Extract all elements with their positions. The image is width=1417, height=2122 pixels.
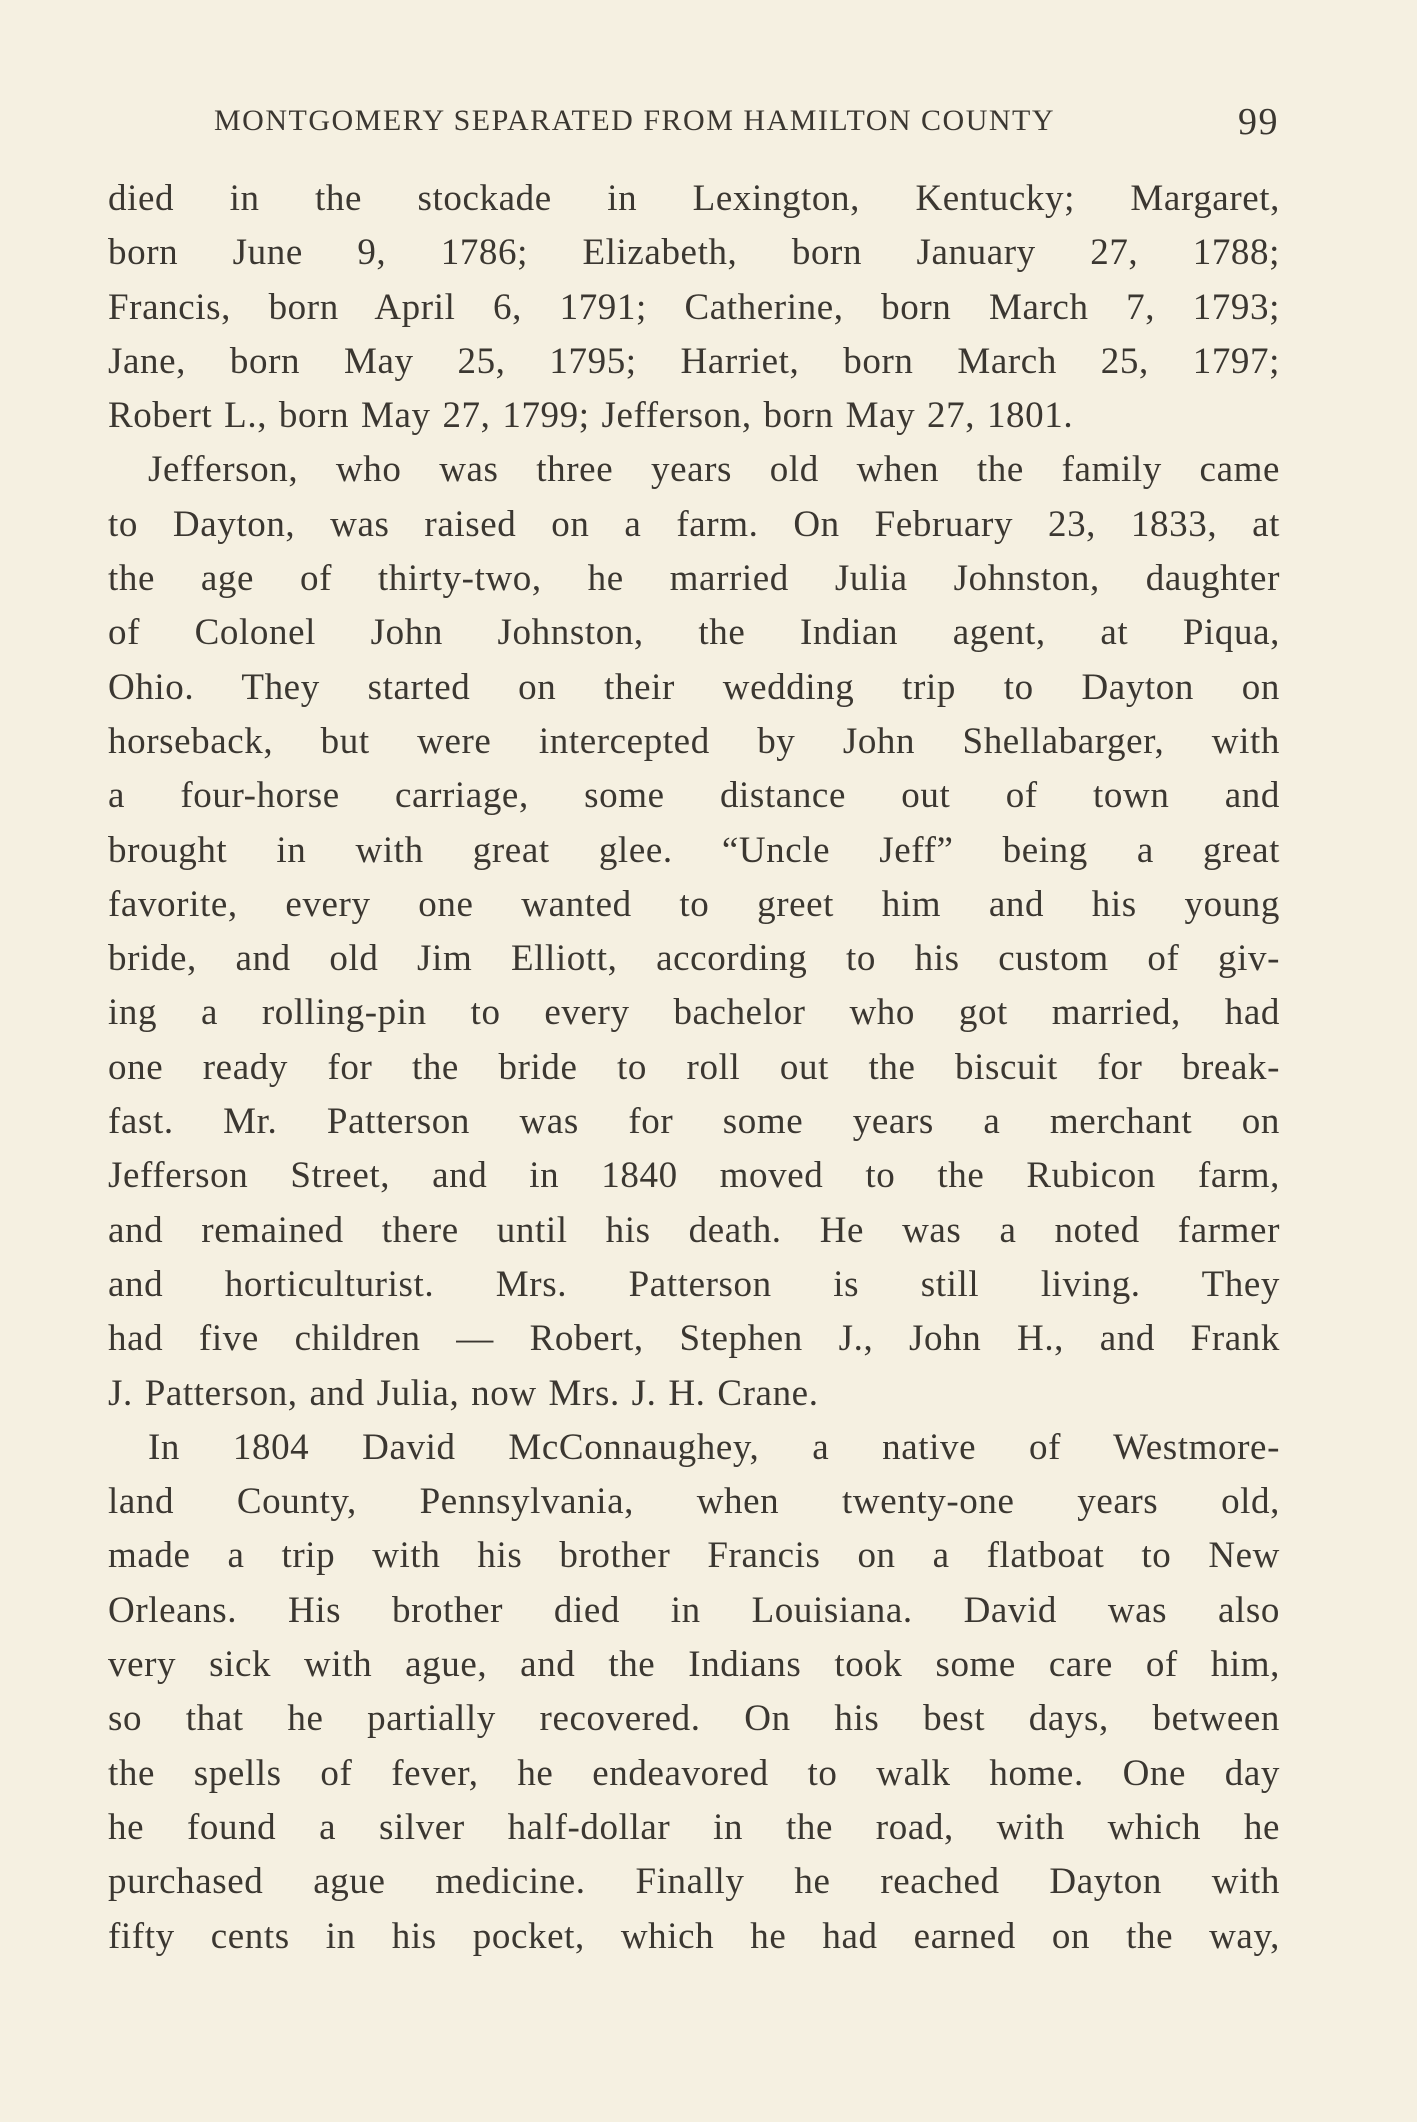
text-line: to Dayton, was raised on a farm. On February 23, 1833, at	[108, 503, 1280, 545]
paragraph	[108, 172, 1280, 443]
text-line: favorite, every one wanted to greet him and his young	[108, 883, 1280, 925]
text-line: born June 9, 1786; Elizabeth, born January 27, 1788;	[108, 232, 1280, 274]
text-line: died in the stockade in Lexington, Kentucky; Margaret,	[108, 178, 1280, 219]
text-line: J. Patterson, and Julia, now Mrs. J. H. Crane.	[108, 1372, 819, 1414]
running-header	[214, 101, 1279, 144]
text-line: Jefferson Street, and in 1840 moved to the Rubicon farm,	[108, 1155, 1280, 1197]
text-line: the spells of fever, he endeavored to walk home. One day	[108, 1752, 1280, 1794]
text-line: fast. Mr. Patterson was for some years a merchant on	[108, 1101, 1280, 1143]
text-line: so that he partially recovered. On his best days, between	[108, 1698, 1280, 1740]
text-line: horseback, but were intercepted by John Shellabarger, with	[108, 720, 1280, 762]
text-line: very sick with ague, and the Indians took some care of him,	[108, 1644, 1280, 1686]
paragraph	[108, 1421, 1280, 1964]
text-line: Robert L., born May 27, 1799; Jefferson, born May 27, 1801.	[108, 395, 1074, 437]
paragraph	[108, 443, 1280, 1420]
body-text	[108, 172, 1280, 1964]
text-line: Ohio. They started on their wedding trip to Dayton on	[108, 666, 1280, 708]
text-line: In 1804 David McConnaughey, a native of Westmore-	[148, 1426, 1280, 1468]
text-line: had five children — Robert, Stephen J., John H., and Frank	[108, 1318, 1280, 1360]
text-line: fifty cents in his pocket, which he had earned on the way,	[108, 1915, 1280, 1957]
text-line: of Colonel John Johnston, the Indian agent, at Piqua,	[108, 612, 1280, 654]
text-line: Francis, born April 6, 1791; Catherine, born March 7, 1793;	[108, 286, 1280, 328]
running-title: MONTGOMERY SEPARATED FROM HAMILTON COUNTY	[214, 104, 1056, 137]
text-line: the age of thirty-two, he married Julia Johnston, daughter	[108, 558, 1280, 600]
text-line: land County, Pennsylvania, when twenty-one years old,	[108, 1481, 1280, 1523]
text-line: one ready for the bride to roll out the biscuit for break-	[108, 1046, 1280, 1088]
page-number: 99	[1238, 101, 1279, 143]
text-line: a four-horse carriage, some distance out of town and	[108, 775, 1280, 817]
text-line: Jane, born May 25, 1795; Harriet, born March 25, 1797;	[108, 340, 1280, 382]
text-line: Jefferson, who was three years old when the family came	[148, 449, 1280, 491]
text-line: and remained there until his death. He was a noted farmer	[108, 1209, 1280, 1251]
text-line: ing a rolling-pin to every bachelor who got married, had	[108, 992, 1280, 1034]
text-line: purchased ague medicine. Finally he reached Dayton with	[108, 1861, 1280, 1903]
text-line: Orleans. His brother died in Louisiana. David was also	[108, 1589, 1280, 1631]
text-line: bride, and old Jim Elliott, according to his custom of giv-	[108, 938, 1280, 980]
text-line: and horticulturist. Mrs. Patterson is still living. They	[108, 1263, 1280, 1305]
text-line: brought in with great glee. “Uncle Jeff” being a great	[108, 829, 1280, 871]
text-line: he found a silver half-dollar in the road, with which he	[108, 1806, 1280, 1848]
text-line: made a trip with his brother Francis on a flatboat to New	[108, 1535, 1280, 1577]
